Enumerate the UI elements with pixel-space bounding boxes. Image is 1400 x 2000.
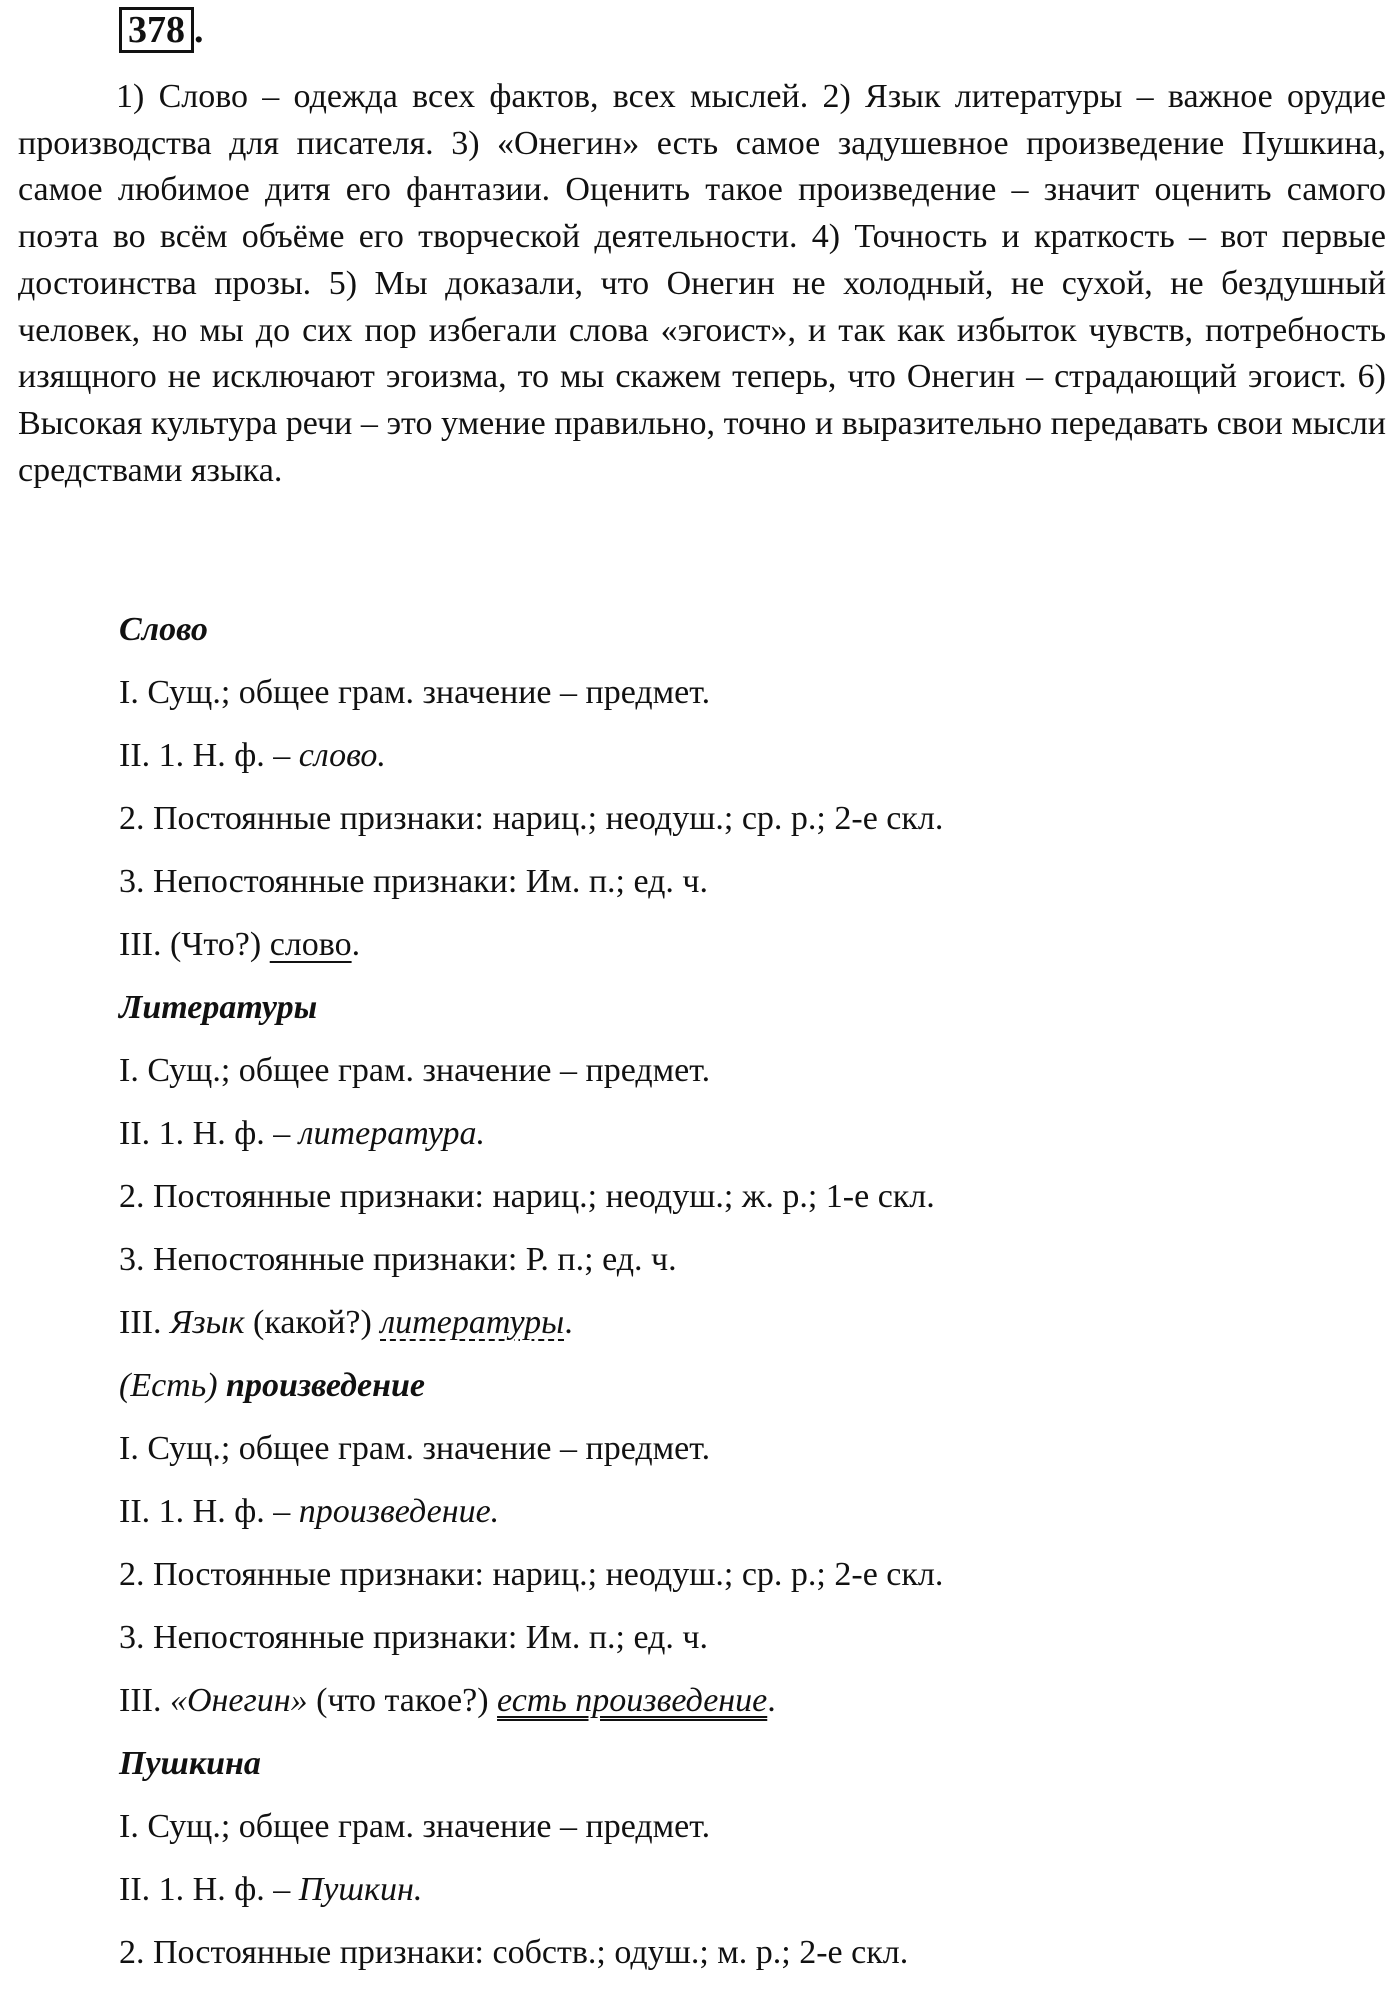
analysis-line: I. Сущ.; общее грам. значение – предмет. bbox=[119, 1052, 711, 1089]
main-word: Язык bbox=[169, 1304, 245, 1341]
analysis-line: III. (Что?) слово. bbox=[119, 926, 361, 963]
section-heading-literatury: Литературы bbox=[119, 989, 318, 1026]
analysis-line: I. Сущ.; общее грам. значение – предмет. bbox=[119, 1808, 711, 1845]
section-heading-proizvedenie: (Есть) произведение bbox=[119, 1367, 425, 1404]
analysis-line: I. Сущ.; общее грам. значение – предмет. bbox=[119, 1430, 711, 1467]
exercise-number bbox=[119, 8, 204, 52]
analysis-line: II. 1. Н. ф. – слово. bbox=[119, 737, 386, 774]
analysis-line: 3. Непостоянные признаки: Им. п.; ед. ч. bbox=[119, 863, 709, 900]
attribute-underlined: литературы bbox=[380, 1304, 565, 1341]
analysis-line: 2. Постоянные признаки: нариц.; неодуш.; ср. р.; 2-е скл. bbox=[119, 1556, 944, 1593]
exercise-number-box: 378 bbox=[119, 7, 194, 53]
analysis-line: 2. Постоянные признаки: собств.; одуш.; м. р.; 2-е скл. bbox=[119, 1934, 909, 1971]
analysis-line: 2. Постоянные признаки: нариц.; неодуш.; ж. р.; 1-е скл. bbox=[119, 1178, 935, 1215]
morphological-analysis bbox=[119, 598, 1379, 1984]
analysis-line: III. Язык (какой?) литературы. bbox=[119, 1304, 573, 1341]
exercise-text: 1) Слово – одежда всех фактов, всех мыслей. 2) Язык литературы – важное орудие производства для писателя. 3) «Онегин» есть самое задушевное произведение Пушкина, самое любимое дитя его фантазии. Оценить такое произведение – значит оценить самого поэта во всём объёме его творческой деятельности. 4) Точность и краткость – вот первые достоинства прозы. 5) Мы доказали, что Онегин не холодный, не сухой, не бездушный человек, но мы до сих пор избегали слова «эгоист», и так как избыток чувств, потребность изящного не исключают эгоизма, то мы скажем теперь, что Онегин – страдающий эгоист. 6) Высокая культура речи – это умение правильно, точно и выразительно передавать свои мысли средствами языка. bbox=[18, 78, 1386, 489]
analysis-line: 3. Непостоянные признаки: Им. п.; ед. ч. bbox=[119, 1619, 709, 1656]
initial-form: произведение. bbox=[298, 1493, 500, 1530]
initial-form: литература. bbox=[298, 1115, 486, 1152]
analysis-line: II. 1. Н. ф. – произведение. bbox=[119, 1493, 500, 1530]
initial-form: Пушкин. bbox=[298, 1871, 423, 1908]
analysis-line: II. 1. Н. ф. – Пушкин. bbox=[119, 1871, 423, 1908]
subject-underlined: слово bbox=[269, 926, 352, 963]
section-heading-pushkina: Пушкина bbox=[119, 1745, 261, 1782]
analysis-line: II. 1. Н. ф. – литература. bbox=[119, 1115, 486, 1152]
analysis-line: 2. Постоянные признаки: нариц.; неодуш.; ср. р.; 2-е скл. bbox=[119, 800, 944, 837]
main-word: «Онегин» bbox=[169, 1682, 308, 1719]
analysis-line: I. Сущ.; общее грам. значение – предмет. bbox=[119, 674, 711, 711]
initial-form: слово. bbox=[298, 737, 386, 774]
predicate-underlined: есть произведение bbox=[497, 1682, 768, 1719]
analysis-line: 3. Непостоянные признаки: Р. п.; ед. ч. bbox=[119, 1241, 677, 1278]
exercise-number-dot: . bbox=[194, 9, 204, 51]
analysis-line: III. «Онегин» (что такое?) есть произведение. bbox=[119, 1682, 776, 1719]
section-heading-slovo: Слово bbox=[119, 611, 208, 648]
